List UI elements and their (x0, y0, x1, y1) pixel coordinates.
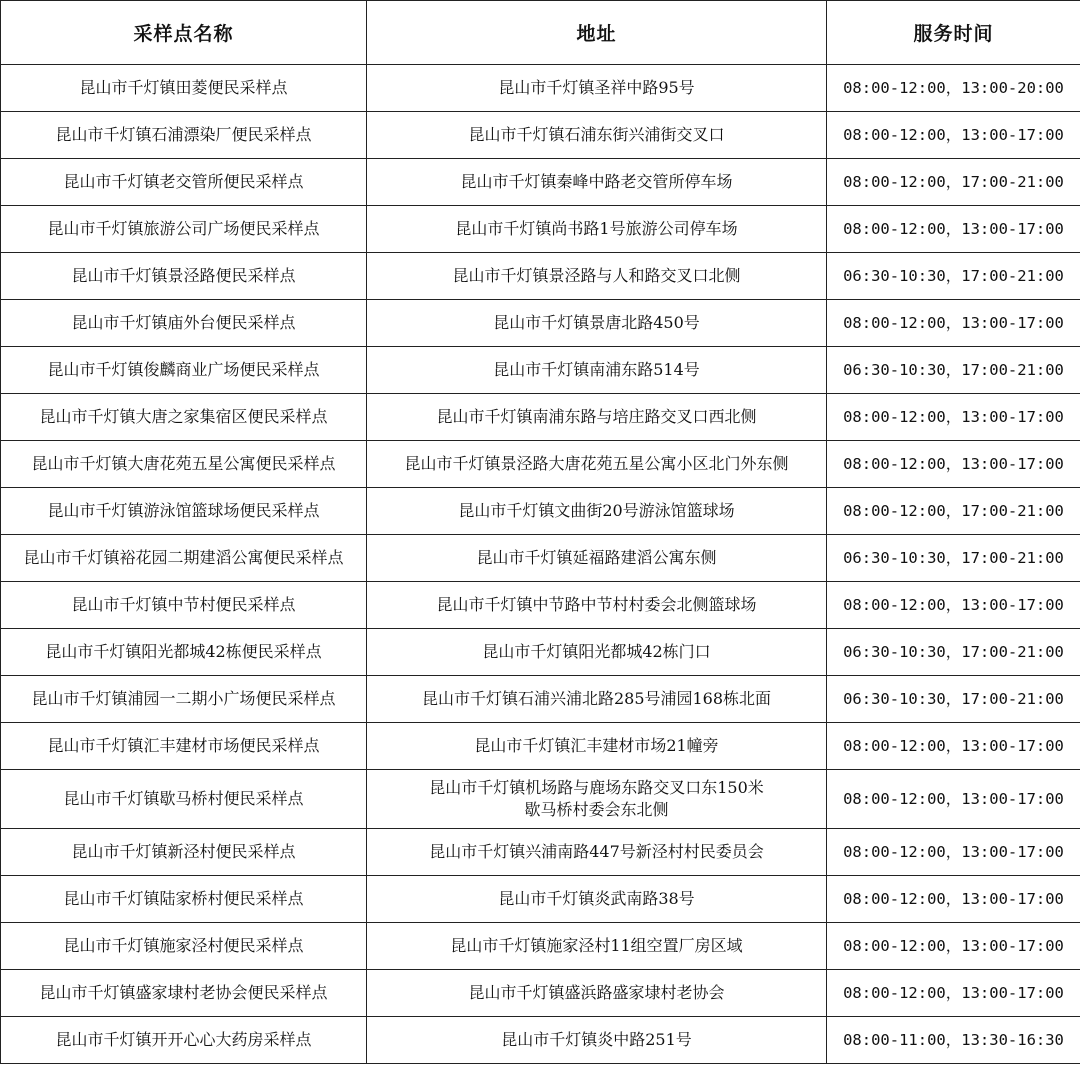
table-row (1, 629, 1080, 676)
table-row (1, 441, 1080, 488)
table-row (1, 723, 1080, 770)
address-cell (367, 770, 827, 829)
address-cell (367, 394, 827, 441)
address-cell (367, 1017, 827, 1064)
header-service-time: 服务时间 (827, 1, 1080, 65)
site-name-cell: 昆山市千灯镇游泳馆篮球场便民采样点 (1, 488, 367, 535)
site-name-cell: 昆山市千灯镇大唐之家集宿区便民采样点 (1, 394, 367, 441)
service-time-cell: 08:00-12:00，13:00-17:00 (827, 970, 1080, 1017)
address-line: 昆山市千灯镇延福路建滔公寓东侧 (476, 548, 717, 567)
address-cell (367, 488, 827, 535)
site-name-cell: 昆山市千灯镇裕花园二期建滔公寓便民采样点 (1, 535, 367, 582)
address-cell (367, 535, 827, 582)
address-line: 昆山市千灯镇盛浜路盛家埭村老协会 (468, 983, 725, 1002)
site-name-cell: 昆山市千灯镇陆家桥村便民采样点 (1, 876, 367, 923)
address-cell (367, 206, 827, 253)
site-name-cell: 昆山市千灯镇庙外台便民采样点 (1, 300, 367, 347)
service-time-cell: 08:00-12:00，13:00-17:00 (827, 723, 1080, 770)
table-row (1, 253, 1080, 300)
service-time-cell: 08:00-12:00，17:00-21:00 (827, 488, 1080, 535)
service-time-cell: 08:00-12:00，13:00-17:00 (827, 829, 1080, 876)
site-name-cell: 昆山市千灯镇老交管所便民采样点 (1, 159, 367, 206)
site-name-cell: 昆山市千灯镇浦园一二期小广场便民采样点 (1, 676, 367, 723)
address-line: 昆山市千灯镇南浦东路514号 (493, 360, 700, 379)
service-time-cell: 08:00-12:00，13:00-17:00 (827, 923, 1080, 970)
address-line: 昆山市千灯镇南浦东路与培庄路交叉口西北侧 (436, 407, 757, 426)
table-row (1, 923, 1080, 970)
address-cell (367, 923, 827, 970)
site-name-cell: 昆山市千灯镇阳光都城42栋便民采样点 (1, 629, 367, 676)
address-line: 昆山市千灯镇汇丰建材市场21幢旁 (474, 736, 719, 755)
table-row (1, 1017, 1080, 1064)
table-row (1, 488, 1080, 535)
address-cell (367, 629, 827, 676)
table-body (1, 65, 1080, 1064)
address-cell (367, 159, 827, 206)
address-line: 昆山市千灯镇圣祥中路95号 (498, 78, 695, 97)
site-name-cell: 昆山市千灯镇新泾村便民采样点 (1, 829, 367, 876)
site-name-cell: 昆山市千灯镇开开心心大药房采样点 (1, 1017, 367, 1064)
table-row (1, 112, 1080, 159)
address-cell (367, 253, 827, 300)
address-cell (367, 876, 827, 923)
address-line: 昆山市千灯镇尚书路1号旅游公司停车场 (455, 219, 738, 238)
address-cell (367, 582, 827, 629)
address-line: 昆山市千灯镇景泾路大唐花苑五星公寓小区北门外东侧 (404, 454, 789, 473)
address-line: 昆山市千灯镇中节路中节村村委会北侧篮球场 (436, 595, 757, 614)
address-cell (367, 347, 827, 394)
table-row (1, 206, 1080, 253)
table-row (1, 829, 1080, 876)
table-row (1, 582, 1080, 629)
address-cell (367, 676, 827, 723)
service-time-cell: 08:00-11:00，13:30-16:30 (827, 1017, 1080, 1064)
address-cell (367, 300, 827, 347)
service-time-cell: 08:00-12:00，13:00-17:00 (827, 206, 1080, 253)
address-line: 昆山市千灯镇机场路与鹿场东路交叉口东150米 (429, 778, 764, 797)
table-row (1, 159, 1080, 206)
address-cell (367, 441, 827, 488)
address-line: 昆山市千灯镇景泾路与人和路交叉口北侧 (452, 266, 741, 285)
table-row (1, 65, 1080, 112)
address-line: 昆山市千灯镇兴浦南路447号新泾村村民委员会 (429, 842, 764, 861)
site-name-cell: 昆山市千灯镇汇丰建材市场便民采样点 (1, 723, 367, 770)
service-time-cell: 08:00-12:00，13:00-20:00 (827, 65, 1080, 112)
service-time-cell: 06:30-10:30，17:00-21:00 (827, 535, 1080, 582)
address-cell (367, 829, 827, 876)
service-time-cell: 08:00-12:00，13:00-17:00 (827, 112, 1080, 159)
header-address: 地址 (367, 1, 827, 65)
service-time-cell: 08:00-12:00，13:00-17:00 (827, 770, 1080, 829)
service-time-cell: 08:00-12:00，13:00-17:00 (827, 876, 1080, 923)
address-line: 昆山市千灯镇炎中路251号 (501, 1030, 692, 1049)
address-line: 昆山市千灯镇石浦东街兴浦街交叉口 (468, 125, 725, 144)
site-name-cell: 昆山市千灯镇田菱便民采样点 (1, 65, 367, 112)
table-header-row (1, 1, 1080, 65)
table-row (1, 394, 1080, 441)
site-name-cell: 昆山市千灯镇景泾路便民采样点 (1, 253, 367, 300)
site-name-cell: 昆山市千灯镇大唐花苑五星公寓便民采样点 (1, 441, 367, 488)
service-time-cell: 06:30-10:30，17:00-21:00 (827, 629, 1080, 676)
site-name-cell: 昆山市千灯镇石浦漂染厂便民采样点 (1, 112, 367, 159)
service-time-cell: 08:00-12:00，13:00-17:00 (827, 441, 1080, 488)
address-line: 昆山市千灯镇文曲街20号游泳馆篮球场 (458, 501, 735, 520)
site-name-cell: 昆山市千灯镇俊麟商业广场便民采样点 (1, 347, 367, 394)
service-time-cell: 08:00-12:00，13:00-17:00 (827, 394, 1080, 441)
table-row (1, 876, 1080, 923)
service-time-cell: 08:00-12:00，13:00-17:00 (827, 300, 1080, 347)
site-name-cell: 昆山市千灯镇中节村便民采样点 (1, 582, 367, 629)
address-cell (367, 112, 827, 159)
site-name-cell: 昆山市千灯镇歇马桥村便民采样点 (1, 770, 367, 829)
service-time-cell: 06:30-10:30，17:00-21:00 (827, 676, 1080, 723)
address-cell (367, 723, 827, 770)
table-row (1, 300, 1080, 347)
address-cell (367, 65, 827, 112)
address-line: 昆山市千灯镇景唐北路450号 (493, 313, 700, 332)
site-name-cell: 昆山市千灯镇旅游公司广场便民采样点 (1, 206, 367, 253)
address-line: 昆山市千灯镇炎武南路38号 (498, 889, 695, 908)
address-line: 昆山市千灯镇阳光都城42栋门口 (482, 642, 711, 661)
site-name-cell: 昆山市千灯镇施家泾村便民采样点 (1, 923, 367, 970)
table-row (1, 770, 1080, 829)
header-site-name: 采样点名称 (1, 1, 367, 65)
table-row (1, 676, 1080, 723)
site-name-cell: 昆山市千灯镇盛家埭村老协会便民采样点 (1, 970, 367, 1017)
table-row (1, 347, 1080, 394)
address-line: 昆山市千灯镇秦峰中路老交管所停车场 (460, 172, 733, 191)
service-time-cell: 08:00-12:00，17:00-21:00 (827, 159, 1080, 206)
table-row (1, 535, 1080, 582)
service-time-cell: 08:00-12:00，13:00-17:00 (827, 582, 1080, 629)
service-time-cell: 06:30-10:30，17:00-21:00 (827, 347, 1080, 394)
service-time-cell: 06:30-10:30，17:00-21:00 (827, 253, 1080, 300)
table-row (1, 970, 1080, 1017)
address-line: 歇马桥村委会东北侧 (524, 800, 669, 819)
address-line: 昆山市千灯镇石浦兴浦北路285号浦园168栋北面 (421, 689, 772, 708)
address-cell (367, 970, 827, 1017)
address-line: 昆山市千灯镇施家泾村11组空置厂房区域 (450, 936, 743, 955)
